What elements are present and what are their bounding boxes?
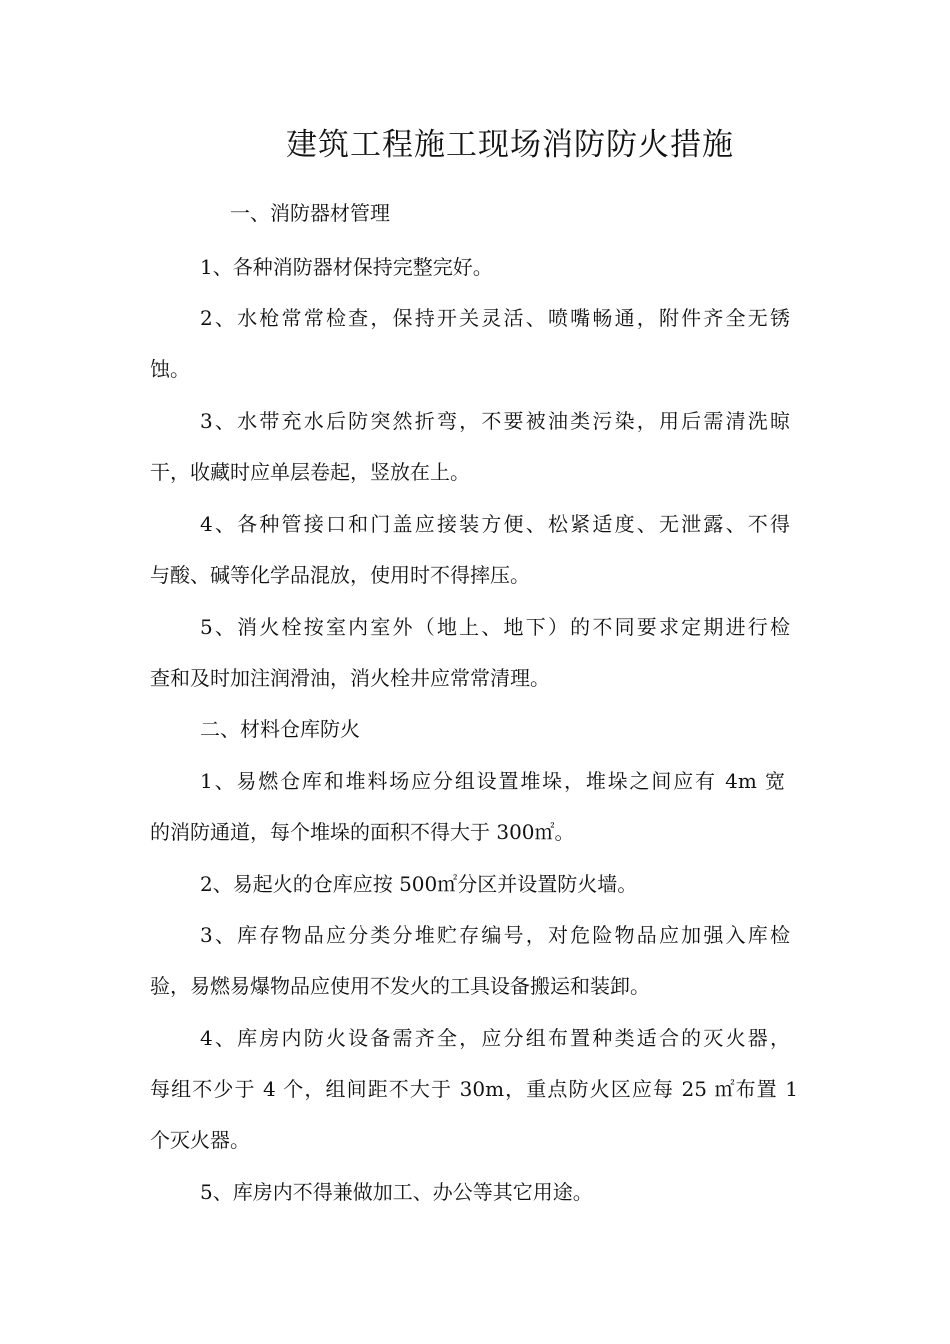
- paragraph-line: 每组不少于 4 个，组间距不大于 30m，重点防火区应每 25 ㎡布置 1: [150, 1077, 798, 1101]
- paragraph-line: 干，收藏时应单层卷起，竖放在上。: [150, 460, 470, 484]
- paragraph-line: 蚀。: [150, 357, 190, 381]
- paragraph-line: 3、水带充水后防突然折弯，不要被油类污染，用后需清洗晾: [200, 409, 790, 433]
- section-heading-1: 一、消防器材管理: [230, 201, 390, 225]
- paragraph-line: 5、消火栓按室内室外（地上、地下）的不同要求定期进行检: [200, 615, 790, 639]
- paragraph-line: 4、库房内防火设备需齐全，应分组布置种类适合的灭火器，: [200, 1026, 790, 1050]
- paragraph-line: 个灭火器。: [150, 1128, 250, 1152]
- section-heading-2: 二、材料仓库防火: [200, 717, 360, 741]
- paragraph-line: 3、库存物品应分类分堆贮存编号，对危险物品应加强入库检: [200, 923, 790, 947]
- paragraph-line: 2、水枪常常检查，保持开关灵活、喷嘴畅通，附件齐全无锈: [200, 306, 790, 330]
- paragraph-line: 1、易燃仓库和堆料场应分组设置堆垛，堆垛之间应有 4m 宽: [200, 769, 785, 793]
- document-title: 建筑工程施工现场消防防火措施: [286, 127, 734, 163]
- paragraph-line: 5、库房内不得兼做加工、办公等其它用途。: [200, 1180, 593, 1204]
- paragraph-line: 4、各种管接口和门盖应接装方便、松紧适度、无泄露、不得: [200, 512, 790, 536]
- paragraph-line: 1、各种消防器材保持完整完好。: [200, 255, 493, 279]
- paragraph-line: 2、易起火的仓库应按 500㎡分区并设置防火墙。: [200, 872, 638, 896]
- paragraph-line: 的消防通道，每个堆垛的面积不得大于 300㎡。: [150, 820, 575, 844]
- paragraph-line: 验，易燃易爆物品应使用不发火的工具设备搬运和装卸。: [150, 974, 650, 998]
- paragraph-line: 查和及时加注润滑油，消火栓井应常常清理。: [150, 666, 550, 690]
- paragraph-line: 与酸、碱等化学品混放，使用时不得摔压。: [150, 563, 530, 587]
